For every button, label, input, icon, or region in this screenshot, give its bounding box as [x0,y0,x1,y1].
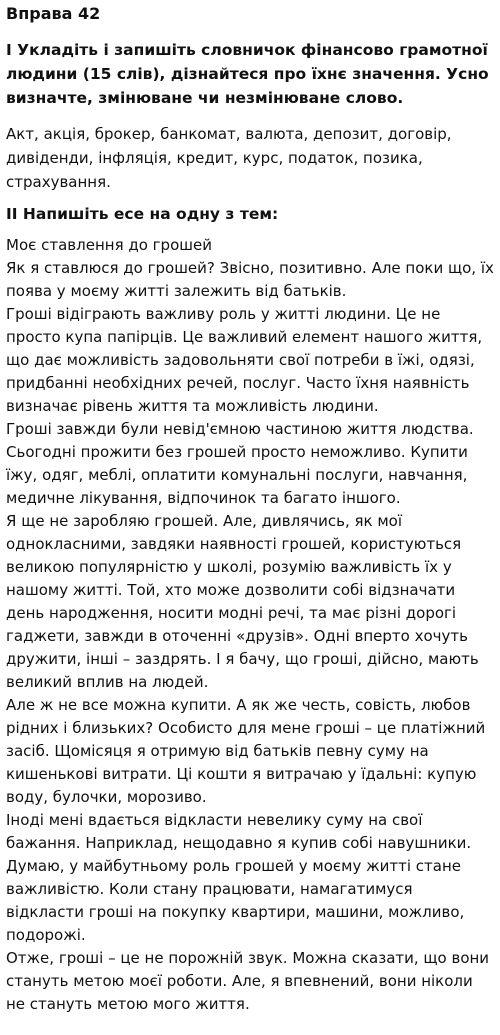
essay-paragraph: Як я ставлюся до грошей? Звісно, позитивно. Але поки що, їх поява у моєму житті залежить від батьків. [6,259,494,300]
task-1-word-list: Акт, акція, брокер, банкомат, валюта, депозит, договір, дивіденди, інфляція, кредит, курс, податок, позика, страхування. [6,125,452,191]
task-1-instruction: I Укладіть і запишіть словничок фінансово грамотної людини (15 слів), дізнайтеся про їхнє значення. Усно визначте, змінюване чи незмінюване слово. [6,41,489,107]
task-2-instruction: II Напишіть есе на одну з тем: [6,205,279,223]
essay-paragraph: Гроші відіграють важливу роль у житті людини. Це не просто купа папірців. Це важливий елемент нашого життя, що дає можливість задовольняти свої потреби в їжі, одязі, придбанні необхідних речей, послуг. Часто їхня наявність визначає рівень життя та можливість людини. [6,305,483,415]
essay-paragraph: Гроші завжди були невід'ємною частиною життя людства. Сьогодні прожити без грошей просто неможливо. Купити їжу, одяг, меблі, оплатити комунальні послуги, навчання, медичне лікування, відпочинок та багато іншого. [6,420,474,507]
essay-title: Моє ставлення до грошей [6,236,212,254]
essay-paragraph: Іноді мені вдається відкласти невелику суму на свої бажання. Наприклад, нещодавно я купив собі навушники. [6,811,472,852]
essay-paragraph: Я ще не заробляю грошей. Але, дивлячись, як мої однокласними, завдяки наявності грошей, користуються великою популярністю у школі, розумію важливість їх у нашому житті. Той, хто може дозволити собі відзначати день народження, носити модні речі, та має різні дорогі гаджети, завжди в оточенні «друзів». Одні вперто хочуть дружити, інші – заздрять. І я бачу, що гроші, дійсно, мають великий вплив на людей. [6,512,479,691]
essay-paragraph: Отже, гроші – це не порожній звук. Можна сказати, що вони стануть метою моєї роботи. Але, я впевнений, вони ніколи не стануть метою мого життя. [6,949,490,1013]
essay-paragraph: Думаю, у майбутньому роль грошей у моєму житті стане важливістю. Коли стану працювати, намагатимуся відкласти гроші на покупку квартири, машини, можливо, подорожі. [6,857,465,944]
essay-paragraph: Але ж не все можна купити. А як же честь, совість, любов рідних і близьких? Особисто для мене гроші – це платіжний засіб. Щомісяця я отримую від батьків певну суму на кишенькові витрати. Ці кошти я витрачаю у їдальні: купую воду, булочки, морозиво. [6,696,486,806]
exercise-title: Вправа 42 [6,4,101,23]
